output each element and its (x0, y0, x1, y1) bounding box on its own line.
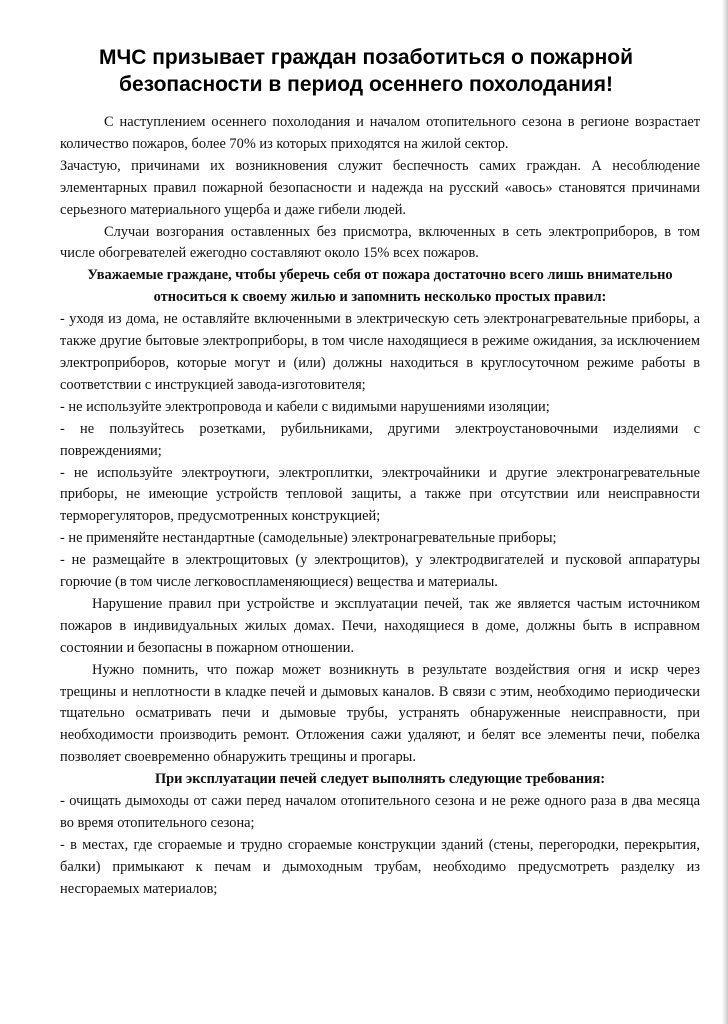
rule-item: - уходя из дома, не оставляйте включенными в электрическую сеть электронагревательные приборы, а также другие бытовые электроприборы, в том числе находящиеся в режиме ожидания, за исключением электроприборов, которые могут и (или) должны находиться в круглосуточном режиме работы в соответствии с инструкцией завода-изготовителя; (60, 311, 700, 393)
paragraph-cracks: Нужно помнить, что пожар может возникнуть в результате воздействия огня и искр через трещины и неплотности в кладке печей и дымовых каналов. В связи с этим, необходимо периодически тщательно осматривать печи и дымовые трубы, устранять обнаруженные неисправности, при необходимости производить ремонт. Отложения сажи удаляют, и белят все элементы печи, побелка позволяет своевременно обнаружить трещины и прогары. (60, 661, 700, 766)
paragraph-intro: С наступлением осеннего похолодания и началом отопительного сезона в регионе возрастает количество пожаров, более 70% из которых приходятся на жилой сектор. (60, 114, 700, 152)
document-body (60, 112, 700, 901)
paragraph-statistics: Случаи возгорания оставленных без присмотра, включенных в сеть электроприборов, в том числе обогревателей ежегодно составляют около 15% всех пожаров. (60, 223, 700, 262)
rules-heading: Уважаемые граждане, чтобы уберечь себя от пожара достаточно всего лишь внимательно относиться к своему жилью и запомнить несколько простых правил: (87, 267, 673, 306)
rule-item: - не применяйте нестандартные (самодельные) электронагревательные приборы; (60, 530, 557, 547)
rule-item: - в местах, где сгораемые и трудно сгораемые конструкции зданий (стены, перегородки, перекрытия, балки) примыкают к печам и дымоходным трубам, необходимо предусмотреть разделку из несгораемых материалов; (60, 836, 700, 897)
paragraph-stoves: Нарушение правил при устройстве и эксплуатации печей, так же является частым источником пожаров в индивидуальных жилых домах. Печи, находящиеся в доме, должны быть в исправном состоянии и безопасны в пожарном отношении. (60, 595, 700, 656)
page-edge-shadow (722, 0, 728, 1024)
paragraph-causes: Зачастую, причинами их возникновения служит беспечность самих граждан. А несоблюдение элементарных правил пожарной безопасности и надежда на русский «авось» становятся причинами серьезного материального ущерба и даже гибели людей. (60, 157, 700, 218)
rule-item: - очищать дымоходы от сажи перед началом отопительного сезона и не реже одного раза в два месяца во время отопительного сезона; (60, 793, 700, 831)
rule-item: - не размещайте в электрощитовых (у электрощитов), у электродвигателей и пусковой аппаратуры горючие (в том числе легковоспламеняющиеся) вещества и материалы. (60, 552, 700, 591)
stove-rules-heading: При эксплуатации печей следует выполнять следующие требования: (154, 771, 606, 788)
document-title: МЧС призывает граждан позаботиться о пожарной безопасности в период осеннего похолодания! (98, 46, 634, 97)
rule-item: - не используйте электропровода и кабели с видимыми нарушениями изоляции; (60, 398, 550, 415)
rule-item: - не используйте электроутюги, электроплитки, электрочайники и другие электронагревательные приборы, не имеющие устройств тепловой защиты, а также при отсутствии или неисправности терморегуляторов, предусмотренных конструкцией; (60, 464, 700, 525)
rule-item: - не пользуйтесь розетками, рубильниками, другими электроустановочными изделиями с повреждениями; (60, 420, 700, 459)
